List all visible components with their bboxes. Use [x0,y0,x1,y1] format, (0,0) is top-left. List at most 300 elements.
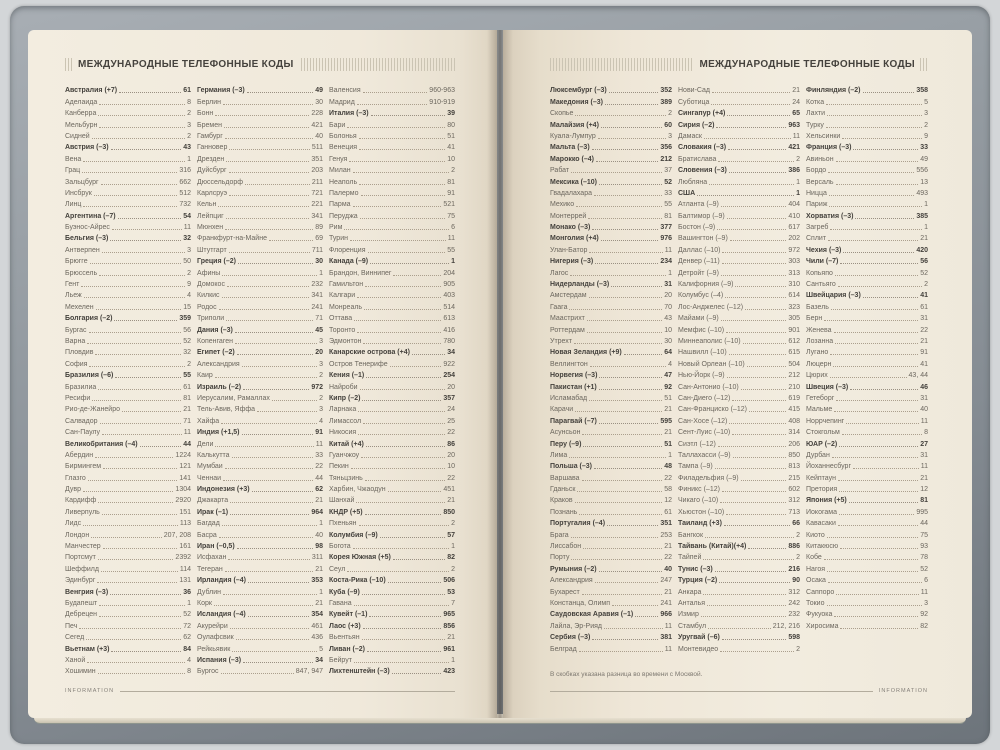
dot-leader [140,446,182,447]
dot-leader [732,434,786,435]
city-entry [678,505,800,516]
city-entry [197,437,323,448]
entry-name: Триполи [197,315,225,323]
entry-code: 51 [664,440,672,448]
dot-leader [358,434,445,435]
entry-name: Лахти [806,110,826,118]
entry-name: Скопье [550,110,574,118]
dot-leader [824,320,918,321]
entry-name: Бостон (–9) [678,224,716,232]
entry-name: Буэнос-Айрес [65,224,110,232]
dot-leader [609,92,659,93]
entry-name: Тель-Авив, Яффа [197,406,255,414]
entry-code: 4 [187,656,191,664]
city-entry [197,494,323,505]
entry-code: 8 [187,98,191,106]
dot-leader [727,218,787,219]
entry-name: Улан-Батор [550,246,588,254]
entry-name: Калгари [329,292,356,300]
entry-name: Лозанна [806,337,834,345]
dot-leader [347,571,449,572]
entry-code: 11 [920,588,928,596]
entry-name: Богота [329,543,351,551]
entry-name: Аргентина (–7) [65,212,116,220]
city-entry [806,323,928,334]
entry-name: Франция (–3) [806,144,852,152]
country-entry [197,426,323,437]
entry-code: 11 [183,429,191,437]
entry-name: Монтеррей [550,212,587,220]
dot-leader [835,343,918,344]
dot-leader [245,184,310,185]
entry-code: 1 [924,201,928,209]
city-entry [806,118,928,129]
entry-name: Брюгге [65,258,88,266]
entry-name: Мехелен [65,303,94,311]
dot-leader [353,206,442,207]
entry-name: Братислава [678,155,717,163]
dot-leader [101,571,178,572]
entry-code: 22 [664,554,672,562]
entry-code: 721 [311,189,323,197]
entry-name: Люцерн [806,360,832,368]
city-entry [329,323,455,334]
dot-leader [711,104,790,105]
entry-code: 41 [920,292,928,300]
city-entry [550,107,672,118]
entry-name: Сиэтл (–12) [678,440,716,448]
entry-code: 813 [788,463,800,471]
city-entry [806,152,928,163]
dot-leader [596,161,658,162]
city-entry [678,494,800,505]
entry-code: 613 [443,315,455,323]
entry-name: Сан-Франциско (–12) [678,406,747,414]
dot-leader [360,218,446,219]
entry-code: 341 [311,212,323,220]
entry-code: 204 [443,269,455,277]
dot-leader [98,115,185,116]
city-entry [65,130,191,141]
dot-leader [838,480,918,481]
dot-leader [834,332,919,333]
entry-name: Варна [65,337,86,345]
country-entry [678,118,800,129]
dot-leader [720,651,794,652]
entry-name: Индия (+1,5) [197,429,240,437]
city-entry [65,164,191,175]
entry-name: Женева [806,326,832,334]
city-entry [329,471,455,482]
country-entry [806,209,928,220]
dot-leader [99,275,185,276]
entry-name: Рим [329,224,343,232]
dot-leader [222,297,310,298]
city-entry [329,562,455,573]
entry-name: Вашингтон (–9) [678,235,728,243]
city-entry [197,95,323,106]
entry-code: 21 [183,406,191,414]
codes-column-3 [329,84,455,676]
entry-name: Анкара [678,588,702,596]
city-entry [329,335,455,346]
entry-code: 21 [315,599,323,607]
codes-column-5 [678,84,800,654]
dot-leader [95,457,173,458]
entry-code: 53 [447,588,455,596]
city-entry [65,243,191,254]
entry-name: Любляна [678,178,708,186]
entry-name: Майами (–9) [678,315,719,323]
entry-name: Сан-Антонио (–10) [678,383,739,391]
entry-name: Детройт (–9) [678,269,719,277]
dot-leader [840,548,918,549]
entry-code: 901 [788,326,800,334]
dot-leader [863,92,915,93]
entry-name: Салвадор [65,417,98,425]
entry-name: Лиссабон [550,543,582,551]
entry-name: Бразилия (–6) [65,372,114,380]
dot-leader [722,252,786,253]
dot-leader [582,480,663,481]
dot-leader [575,115,666,116]
dot-leader [111,651,181,652]
city-entry [806,369,928,380]
entry-name: Гетеборг [806,394,835,402]
entry-name: Тегеран [197,565,223,573]
entry-name: Ресифи [65,394,91,402]
dot-leader [243,662,313,663]
dot-leader [361,195,446,196]
dot-leader [748,548,786,549]
entry-name: Куала-Лумпур [550,132,596,140]
entry-name: Сеул [329,565,346,573]
entry-name: Исландия (–4) [197,611,246,619]
dot-leader [363,92,428,93]
entry-name: Краков [550,497,573,505]
entry-name: Бухарест [550,588,580,596]
city-entry [678,278,800,289]
city-entry [678,392,800,403]
entry-name: Сплит [806,235,827,243]
dot-leader [595,582,659,583]
entry-code: 1 [451,258,455,266]
city-entry [678,221,800,232]
entry-code: 359 [179,315,191,323]
entry-code: 3 [187,246,191,254]
entry-name: Ганновер [197,144,228,152]
dot-leader [601,240,659,241]
dot-leader [834,616,918,617]
city-entry [329,232,455,243]
dot-leader [412,354,445,355]
entry-name: Сирия (–2) [678,121,715,129]
country-entry [65,141,191,152]
city-entry [329,403,455,414]
dot-leader [850,389,918,390]
entry-name: Иерусалим, Рамаллах [197,394,270,402]
country-entry [550,141,672,152]
entry-code: 11 [664,246,672,254]
dot-leader [718,161,794,162]
entry-name: Версаль [806,178,834,186]
entry-name: Хайфа [197,417,220,425]
entry-code: 31 [920,451,928,459]
entry-code: 55 [447,246,455,254]
country-entry [65,369,191,380]
city-entry [65,665,191,676]
city-entry [806,107,928,118]
city-entry [329,243,455,254]
entry-name: Словакия (–3) [678,144,727,152]
dot-leader [359,525,450,526]
entry-code: 40 [664,565,672,573]
entry-name: Манчестер [65,543,101,551]
codes-column-4 [550,84,672,654]
dot-leader [112,229,182,230]
dot-leader [599,389,662,390]
entry-code: 3 [924,599,928,607]
entry-code: 617 [788,224,800,232]
city-entry [197,460,323,471]
entry-code: 61 [183,383,191,391]
dot-leader [829,206,922,207]
dot-leader [225,468,313,469]
dot-leader [579,514,662,515]
country-entry [329,619,455,630]
entry-code: 57 [447,531,455,539]
entry-code: 3 [319,406,323,414]
entry-name: Хошимин [65,668,96,676]
city-entry [329,449,455,460]
entry-name: Никосия [329,429,357,437]
entry-name: Зальцбург [65,178,99,186]
entry-code: 905 [443,281,455,289]
entry-code: 3 [319,337,323,345]
city-entry [678,471,800,482]
dot-leader [624,354,662,355]
entry-code: 310 [788,281,800,289]
entry-code: 2 [796,155,800,163]
city-entry [65,380,191,391]
dot-leader [830,229,922,230]
entry-name: Великобритания (–4) [65,440,138,448]
dot-leader [599,423,659,424]
entry-name: Басра [197,531,217,539]
entry-code: 341 [311,292,323,300]
entry-code: 241 [660,599,672,607]
entry-code: 20 [447,451,455,459]
country-entry [806,255,928,266]
entry-name: Рейкьявик [197,645,231,653]
dot-leader [114,320,177,321]
entry-name: Найроби [329,383,358,391]
city-entry [806,266,928,277]
entry-code: 90 [792,577,800,585]
dot-leader [842,138,922,139]
entry-code: 47 [664,372,672,380]
city-entry [806,164,928,175]
city-entry [329,597,455,608]
entry-code: 2 [451,520,455,528]
entry-code: 253 [660,531,672,539]
entry-name: Хорватия (–3) [806,212,854,220]
dot-leader [853,468,919,469]
entry-code: 1 [187,599,191,607]
dot-leader [715,571,787,572]
country-entry [197,380,323,391]
entry-code: 48 [664,463,672,471]
dot-leader [370,263,449,264]
entry-code: 313 [788,269,800,277]
entry-code: 212 [660,155,672,163]
entry-name: Каир [197,372,213,380]
entry-name: Линц [65,201,82,209]
entry-name: Уругвай (–6) [678,634,720,642]
dot-leader [269,240,313,241]
dot-leader [361,457,445,458]
city-entry [806,483,928,494]
dot-leader [83,525,178,526]
city-entry [65,494,191,505]
city-entry [806,608,928,619]
city-entry [678,619,800,630]
dot-leader [612,605,658,606]
dot-leader [599,377,662,378]
city-entry [806,232,928,243]
entry-code: 55 [183,372,191,380]
entry-code: 234 [660,258,672,266]
dot-leader [576,206,662,207]
dot-leader [701,616,786,617]
dot-leader [599,184,662,185]
entry-code: 9 [924,132,928,140]
entry-code: 161 [179,543,191,551]
entry-name: Перу (–9) [550,440,582,448]
entry-name: Париж [806,201,828,209]
city-entry [197,471,323,482]
entry-name: Нидерланды (–3) [550,281,610,289]
entry-code: 963 [788,121,800,129]
entry-code: 886 [788,543,800,551]
entry-name: Валенсия [329,87,361,95]
entry-name: Парма [329,201,351,209]
entry-code: 212 [788,372,800,380]
dot-leader [715,468,787,469]
entry-name: Рио-де-Жанейро [65,406,121,414]
city-entry [329,278,455,289]
dot-leader [727,377,787,378]
dot-leader [83,161,185,162]
entry-code: 732 [179,201,191,209]
entry-name: Нови-Сад [678,87,711,95]
dot-leader [99,104,185,105]
entry-name: Фукуока [806,611,833,619]
dot-leader [836,184,919,185]
entry-name: Гент [65,281,80,289]
dot-leader [81,286,185,287]
entry-code: 15 [183,303,191,311]
dot-leader [595,263,658,264]
entry-code: 62 [315,486,323,494]
dot-leader [229,195,309,196]
city-entry [197,118,323,129]
country-entry [197,654,323,665]
dot-leader [371,115,446,116]
dot-leader [221,423,317,424]
entry-name: Ливерпуль [65,508,100,516]
entry-code: 3 [187,121,191,129]
city-entry [678,460,800,471]
dot-leader [728,149,786,150]
dot-leader [703,594,786,595]
entry-name: Токио [806,599,825,607]
city-entry [197,369,323,380]
entry-code: 4 [319,417,323,425]
hatch-decoration-icon [65,58,73,71]
entry-name: Македония (–3) [550,98,603,106]
city-entry [65,198,191,209]
city-entry [329,95,455,106]
entry-name: Шанхай [329,497,355,505]
entry-code: 960-963 [429,87,455,95]
city-entry [550,528,672,539]
entry-name: Дувр [65,486,82,494]
city-entry [806,335,928,346]
dot-leader [583,548,662,549]
entry-name: Дамаск [678,132,702,140]
entry-code: 50 [183,258,191,266]
country-entry [678,631,800,642]
entry-name: Мельбурн [65,121,98,129]
country-entry [329,585,455,596]
entry-code: 961 [443,645,455,653]
dot-leader [99,616,181,617]
entry-name: Италия (–3) [329,110,369,118]
dot-leader [828,172,914,173]
dot-leader [359,149,445,150]
city-entry [550,403,672,414]
entry-name: Килкис [197,292,220,300]
dot-leader [611,286,662,287]
entry-code: 2 [796,645,800,653]
entry-name: Остров Тенерифе [329,360,388,368]
dot-leader [828,582,922,583]
entry-code: 98 [315,543,323,551]
entry-code: 2 [187,132,191,140]
city-entry [678,551,800,562]
entry-name: Суботица [678,98,710,106]
entry-name: Вьентьян [329,634,360,642]
dot-leader [830,377,907,378]
entry-code: 82 [920,622,928,630]
entry-code: 89 [315,224,323,232]
entry-name: Нигерия (–3) [550,258,594,266]
entry-code: 75 [920,531,928,539]
dot-leader [592,229,658,230]
entry-name: Франкфурт-на-Майне [197,235,267,243]
city-entry [806,221,928,232]
entry-name: Эдмонтон [329,337,362,345]
entry-code: 80 [447,121,455,129]
city-entry [806,130,928,141]
country-entry [678,141,800,152]
dot-leader [79,628,181,629]
city-entry [197,312,323,323]
entry-code: 11 [920,417,928,425]
dot-leader [91,537,162,538]
city-entry [329,357,455,368]
